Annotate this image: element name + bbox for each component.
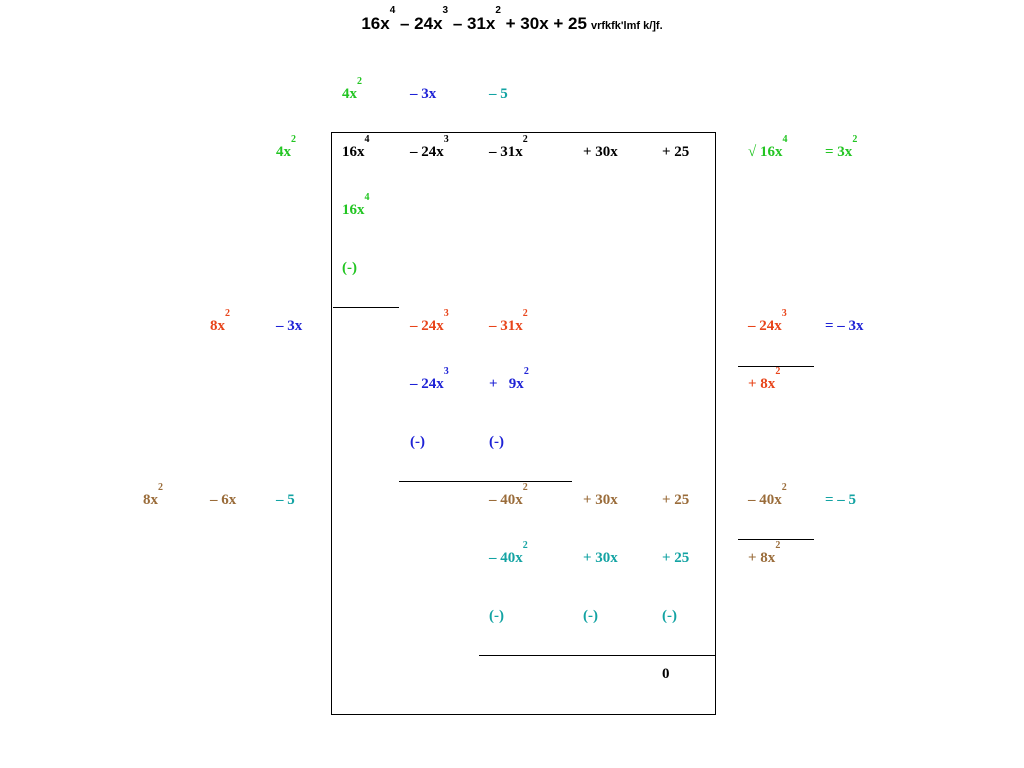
quotient-term: – 3x bbox=[410, 86, 437, 102]
subtract-term: + $9x^2$ bbox=[489, 366, 529, 392]
exponent: 2 bbox=[495, 5, 501, 16]
divisor-term: – 5 bbox=[276, 492, 295, 508]
exponent: 2 bbox=[775, 366, 781, 377]
side-work-term: – $24x^3$ bbox=[748, 308, 787, 334]
side-work-result: = $3x^2$ bbox=[825, 134, 858, 160]
divisor-term: $4x^2$ bbox=[276, 134, 296, 160]
exponent: 2 bbox=[523, 366, 529, 377]
sign-change: (-) bbox=[583, 608, 598, 624]
remainder-term: – $24x^3$ bbox=[410, 308, 449, 334]
exponent: 4 bbox=[782, 134, 788, 145]
divisor-term: – 6x bbox=[210, 492, 237, 508]
final-remainder: 0 bbox=[662, 666, 670, 682]
dividend-term: + 30x bbox=[583, 144, 618, 160]
exponent: 2 bbox=[225, 308, 230, 319]
divisor-term: $8x^2$ bbox=[143, 482, 163, 508]
subtract-term: $16x^4$ bbox=[342, 192, 370, 218]
exponent: 4 bbox=[364, 192, 370, 203]
remainder-term: – $40x^2$ bbox=[489, 482, 528, 508]
division-box bbox=[331, 132, 716, 715]
divisor-term: – 3x bbox=[276, 318, 303, 334]
expression-title bbox=[0, 5, 1024, 34]
exponent: 2 bbox=[522, 134, 528, 145]
subtraction-line-1 bbox=[333, 307, 399, 308]
quotient-term: $4x^2$ bbox=[342, 76, 362, 102]
remainder-term: – $31x^2$ bbox=[489, 308, 528, 334]
exponent: 3 bbox=[781, 308, 787, 319]
dividend-term: + 25 bbox=[662, 144, 690, 160]
subtract-term: – $24x^3$ bbox=[410, 366, 449, 392]
sign-change: (-) bbox=[662, 608, 677, 624]
remainder-term: + 30x bbox=[583, 492, 618, 508]
subtraction-line-2 bbox=[399, 481, 572, 482]
sign-change: (-) bbox=[410, 434, 425, 450]
exponent: 2 bbox=[522, 540, 528, 551]
exponent: 4 bbox=[364, 134, 370, 145]
exponent: 3 bbox=[443, 308, 449, 319]
subtract-term: + 30x bbox=[583, 550, 618, 566]
expression-text: $16x^4 - 24x^3 - 31x^2 + 30x + 25$ bbox=[361, 5, 587, 33]
exponent: 3 bbox=[443, 366, 449, 377]
exponent: 3 bbox=[442, 5, 449, 16]
subtract-term: – $40x^2$ bbox=[489, 540, 528, 566]
dividend-term: – $31x^2$ bbox=[489, 134, 528, 160]
side-work-term: + $8x^2$ bbox=[748, 540, 781, 566]
exponent: 2 bbox=[291, 134, 296, 145]
subtract-term: + 25 bbox=[662, 550, 690, 566]
exponent: 2 bbox=[522, 308, 528, 319]
sign-change: (-) bbox=[489, 608, 504, 624]
exponent: 4 bbox=[389, 5, 396, 16]
subtraction-line-3 bbox=[479, 655, 715, 656]
sign-change: (-) bbox=[342, 260, 357, 276]
remainder-term: + 25 bbox=[662, 492, 690, 508]
exponent: 3 bbox=[443, 134, 449, 145]
title-suffix: vrfkfk'lmf k/]f. bbox=[590, 20, 663, 32]
exponent: 2 bbox=[522, 482, 528, 493]
quotient-term: – 5 bbox=[489, 86, 508, 102]
side-work-result: = – 3x bbox=[825, 318, 864, 334]
side-work-term: √ $16x^4$ bbox=[748, 134, 788, 160]
exponent: 2 bbox=[781, 482, 787, 493]
sign-change: (-) bbox=[489, 434, 504, 450]
dividend-term: $16x^4$ bbox=[342, 134, 370, 160]
exponent: 2 bbox=[775, 540, 781, 551]
side-work-term: – $40x^2$ bbox=[748, 482, 787, 508]
side-work-term: + $8x^2$ bbox=[748, 366, 781, 392]
exponent: 2 bbox=[158, 482, 163, 493]
dividend-term: – $24x^3$ bbox=[410, 134, 449, 160]
exponent: 2 bbox=[357, 76, 362, 87]
exponent: 2 bbox=[852, 134, 858, 145]
divisor-term: $8x^2$ bbox=[210, 308, 230, 334]
side-work-result: = – 5 bbox=[825, 492, 857, 508]
